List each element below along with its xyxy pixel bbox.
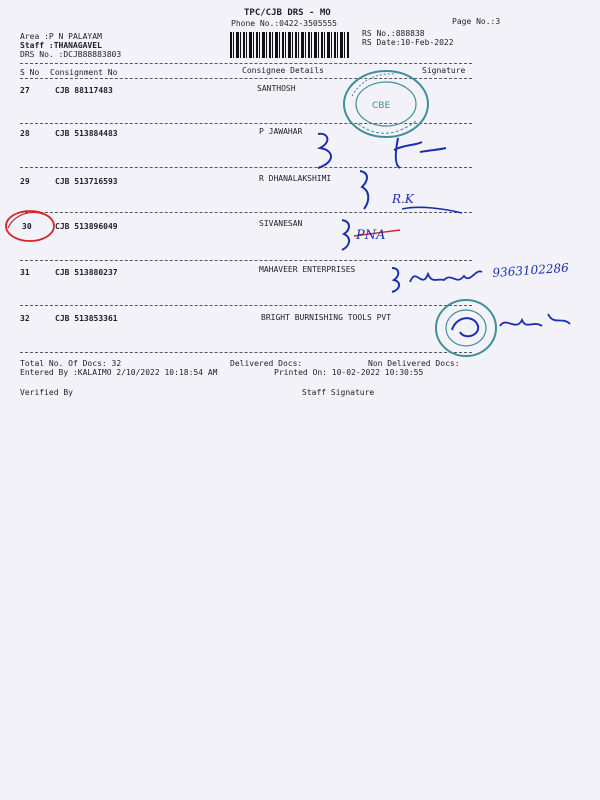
pna-note: PNA — [356, 228, 386, 243]
row-consignee: SIVANESAN — [259, 219, 303, 228]
total-docs: Total No. Of Docs: 32 — [20, 359, 122, 368]
row-consignment: CJB 513716593 — [55, 177, 118, 186]
svg-text:CBE: CBE — [372, 101, 391, 111]
row-sno: 32 — [20, 314, 30, 323]
divider — [20, 63, 472, 64]
row-consignment: CJB 513896049 — [55, 222, 118, 231]
verified-by: Verified By — [20, 388, 73, 397]
staff-label: Staff :THANAGAVEL — [20, 41, 102, 50]
column-sno: S No — [20, 68, 40, 77]
red-circle-mark — [2, 206, 58, 244]
row-consignee: P JAWAHAR — [259, 127, 303, 136]
row-consignee: BRIGHT BURNISHING TOOLS PVT — [261, 313, 392, 322]
row-sno: 29 — [20, 177, 30, 186]
page-number: Page No.:3 — [452, 17, 501, 26]
divider — [20, 305, 472, 306]
row-sno: 30 — [22, 222, 32, 231]
row-sno: 27 — [20, 86, 30, 95]
column-consignee: Consignee Details — [242, 66, 324, 75]
rs-date: RS Date:10-Feb-2022 — [362, 38, 454, 47]
handwritten-phone: 9363102286 — [492, 260, 570, 280]
entered-by: Entered By :KALAIMO 2/10/2022 10:18:54 AM — [20, 368, 218, 377]
barcode — [230, 32, 350, 58]
drs-number: DRS No. :DCJB88883803 — [20, 50, 122, 59]
staff-signature-label: Staff Signature — [302, 388, 375, 397]
handwritten-initials: R.K — [392, 192, 414, 206]
divider — [20, 260, 472, 261]
delivery-stamp — [430, 296, 580, 360]
column-signature: Signature — [422, 66, 466, 75]
row-sno: 28 — [20, 129, 30, 138]
phone-number: Phone No.:0422-3505555 — [231, 19, 337, 28]
row-consignment: CJB 513853361 — [55, 314, 118, 323]
area-label: Area :P N PALAYAM — [20, 32, 102, 41]
document-title: TPC/CJB DRS - MO — [244, 8, 331, 18]
row-consignment: CJB 88117483 — [55, 86, 113, 95]
rs-number: RS No.:888838 — [362, 29, 425, 38]
printed-on: Printed On: 10-02-2022 10:30:55 — [274, 368, 424, 377]
row-consignment: CJB 513880237 — [55, 268, 118, 277]
delivered-docs: Delivered Docs: — [230, 359, 303, 368]
non-delivered-docs: Non Delivered Docs: — [368, 359, 460, 368]
row-consignee: MAHAVEER ENTERPRISES — [259, 265, 356, 274]
signature-row-31 — [386, 262, 486, 298]
divider — [20, 352, 472, 353]
row-consignment: CJB 513884483 — [55, 129, 118, 138]
row-sno: 31 — [20, 268, 30, 277]
row-consignee: R DHANALAKSHIMI — [259, 174, 332, 183]
column-consignment: Consignment No — [50, 68, 118, 77]
row-consignee: SANTHOSH — [257, 84, 296, 93]
